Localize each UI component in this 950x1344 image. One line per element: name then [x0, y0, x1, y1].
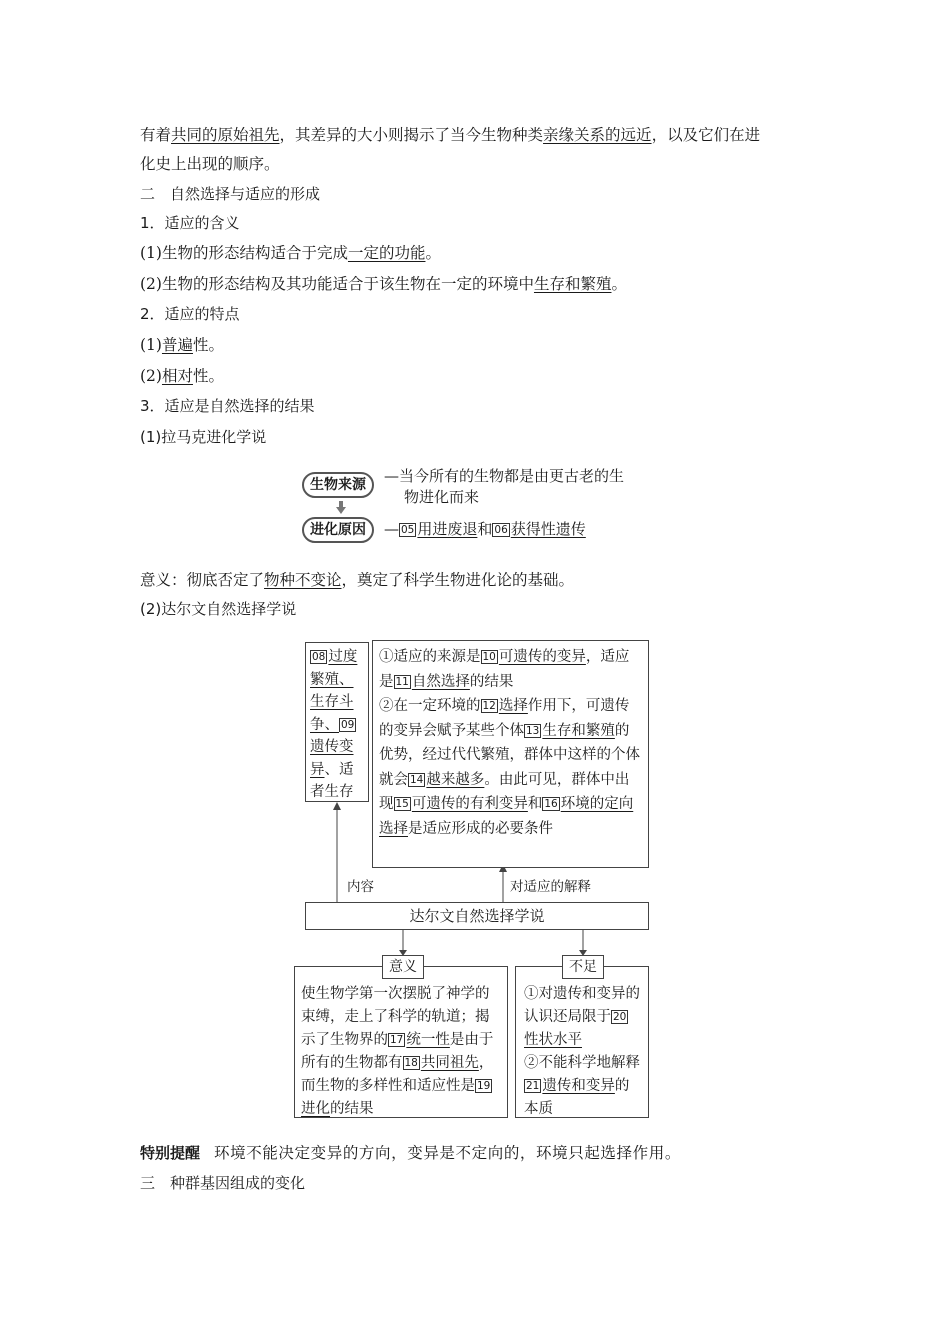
text: ①适应的来源是	[379, 649, 481, 665]
origin-text-1: 当今所有的生物都是由更古老的生	[399, 467, 625, 485]
text: 意义：彻底否定了	[140, 571, 265, 589]
subheading-adaptation-meaning: 1．适应的含义	[140, 214, 240, 232]
lamarck-title: (1)拉马克进化学说	[140, 428, 267, 446]
darwin-content-box	[305, 642, 369, 802]
blank-number-21: 21	[526, 1080, 540, 1092]
label-explain: 对适应的解释	[510, 879, 591, 895]
text: 和	[527, 796, 543, 812]
text: 是适应形成的必要条件	[408, 820, 553, 837]
answer-trait-level: 性状水平	[524, 1032, 582, 1048]
text: 。由此可见，群体中出现	[379, 771, 630, 812]
text: 是由于所有的生物都有	[301, 1032, 494, 1071]
blank-number-16: 16	[544, 798, 558, 810]
blank-number-08: 08	[312, 651, 326, 663]
connector-dash: —	[384, 467, 399, 485]
darwin-shortcoming-box	[515, 966, 649, 1118]
intro-text: ，其差异的大小则揭示了当今生物种类	[279, 126, 544, 144]
blank-number-14: 14	[410, 773, 424, 786]
tag-shortcoming: 不足	[562, 955, 604, 979]
blank-number-18: 18	[404, 1057, 418, 1069]
answer-heredity-variation: 遗传和变异	[542, 1078, 615, 1094]
subheading-adaptation-features: 2．适应的特点	[140, 305, 240, 323]
blank-number-11: 11	[395, 675, 409, 688]
darwin-center-box: 达尔文自然选择学说	[305, 902, 649, 930]
answer-acquired-inheritance: 获得性遗传	[510, 520, 586, 538]
answer-content-2: 遗传变异	[310, 739, 354, 778]
origin-text-2: 物进化而来	[404, 488, 480, 506]
text: (1)	[140, 336, 162, 354]
text: 使生物学第一次摆脱了神学的束缚，走上了科学的轨道；揭示了生物界的	[301, 986, 490, 1048]
content-text: 、适者生存	[310, 761, 354, 800]
darwin-title: (2)达尔文自然选择学说	[140, 600, 297, 618]
blank-number-10: 10	[482, 651, 496, 663]
answer-common-ancestor-2: 共同祖先	[420, 1055, 479, 1071]
answer-function: 一定的功能	[347, 244, 426, 262]
blank-number-17: 17	[390, 1034, 404, 1046]
intro-text: ，以及它们在进	[651, 126, 761, 144]
text: ，而生物的多样性和适应性是	[301, 1055, 494, 1094]
darwin-explain-box	[372, 640, 649, 868]
text: 的结果	[469, 673, 514, 690]
answer-evolution: 进化	[301, 1101, 330, 1117]
text: 性。	[192, 367, 224, 385]
answer-use-disuse: 用进废退	[417, 520, 478, 538]
answer-kinship: 亲缘关系的远近	[543, 126, 652, 144]
subheading-natural-selection: 3．适应是自然选择的结果	[140, 397, 315, 415]
answer-more-and-more: 越来越多	[426, 771, 485, 788]
tip-label: 特别提醒	[140, 1144, 201, 1162]
darwin-significance-box	[294, 966, 508, 1118]
answer-unity: 统一性	[406, 1032, 450, 1048]
blank-number-13: 13	[526, 724, 540, 737]
answer-content-1: 过度繁殖、生存斗争、	[310, 649, 358, 733]
answer-favorable-variation: 可遗传的有利变异	[411, 796, 528, 812]
tag-significance: 意义	[382, 955, 424, 979]
text: ，奠定了科学生物进化论的基础。	[341, 571, 575, 589]
text: 。	[425, 244, 441, 262]
special-tip	[140, 1142, 681, 1164]
text: 的本质	[524, 1078, 630, 1117]
answer-heritable-variation: 可遗传的变异	[498, 649, 586, 665]
text: 作用下，可遗传的变异会赋予某些个体	[379, 698, 630, 739]
blank-number-12: 12	[482, 700, 496, 712]
text: ①对遗传和变异的认识还局限于	[524, 986, 640, 1025]
blank-number-09: 09	[341, 718, 355, 731]
answer-survival-reproduction: 生存和繁殖	[542, 722, 615, 739]
text: ②不能科学地解释	[524, 1055, 640, 1071]
text: (2)	[140, 367, 162, 385]
text: 性。	[192, 336, 224, 354]
text: (2)生物的形态结构及其功能适合于该生物在一定的环境中	[140, 275, 534, 293]
text: ，适应是	[379, 649, 630, 690]
blank-number-06: 06	[494, 524, 508, 536]
tip-text: 环境不能决定变异的方向，变异是不定向的，环境只起选择作用。	[214, 1144, 681, 1162]
answer-directional-selection: 环境的定向选择	[379, 796, 634, 837]
text: 的优势，经过代代繁殖，群体中这样的个体就会	[379, 722, 640, 788]
connector-dash: —	[384, 520, 399, 538]
intro-line-2: 化史上出现的顺序。	[140, 155, 280, 173]
section-2-heading: 二 自然选择与适应的形成	[140, 185, 321, 203]
intro-text: 有着	[140, 126, 172, 144]
label-content: 内容	[347, 879, 374, 895]
section-3-heading: 三 种群基因组成的变化	[140, 1174, 306, 1192]
blank-number-19: 19	[477, 1080, 491, 1092]
blank-number-05: 05	[401, 524, 415, 536]
lamarck-cause-label: 进化原因	[302, 517, 374, 543]
answer-species-immutability: 物种不变论	[264, 571, 342, 589]
text: 。	[611, 275, 627, 293]
answer-selection: 选择	[498, 698, 528, 714]
answer-universal: 普遍	[161, 336, 193, 354]
answer-relative: 相对	[161, 367, 193, 385]
answer-survive-reproduce: 生存和繁殖	[533, 275, 612, 293]
answer-natural-selection: 自然选择	[411, 673, 470, 690]
text: 的结果	[330, 1101, 374, 1117]
blank-number-20: 20	[613, 1011, 627, 1023]
answer-common-ancestor: 共同的原始祖先	[171, 126, 280, 144]
lamarck-origin-label: 生物来源	[302, 472, 374, 498]
blank-number-15: 15	[395, 798, 409, 810]
text: 和	[477, 520, 493, 538]
text: ②在一定环境的	[379, 698, 481, 714]
text: (1)生物的形态结构适合于完成	[140, 244, 348, 262]
